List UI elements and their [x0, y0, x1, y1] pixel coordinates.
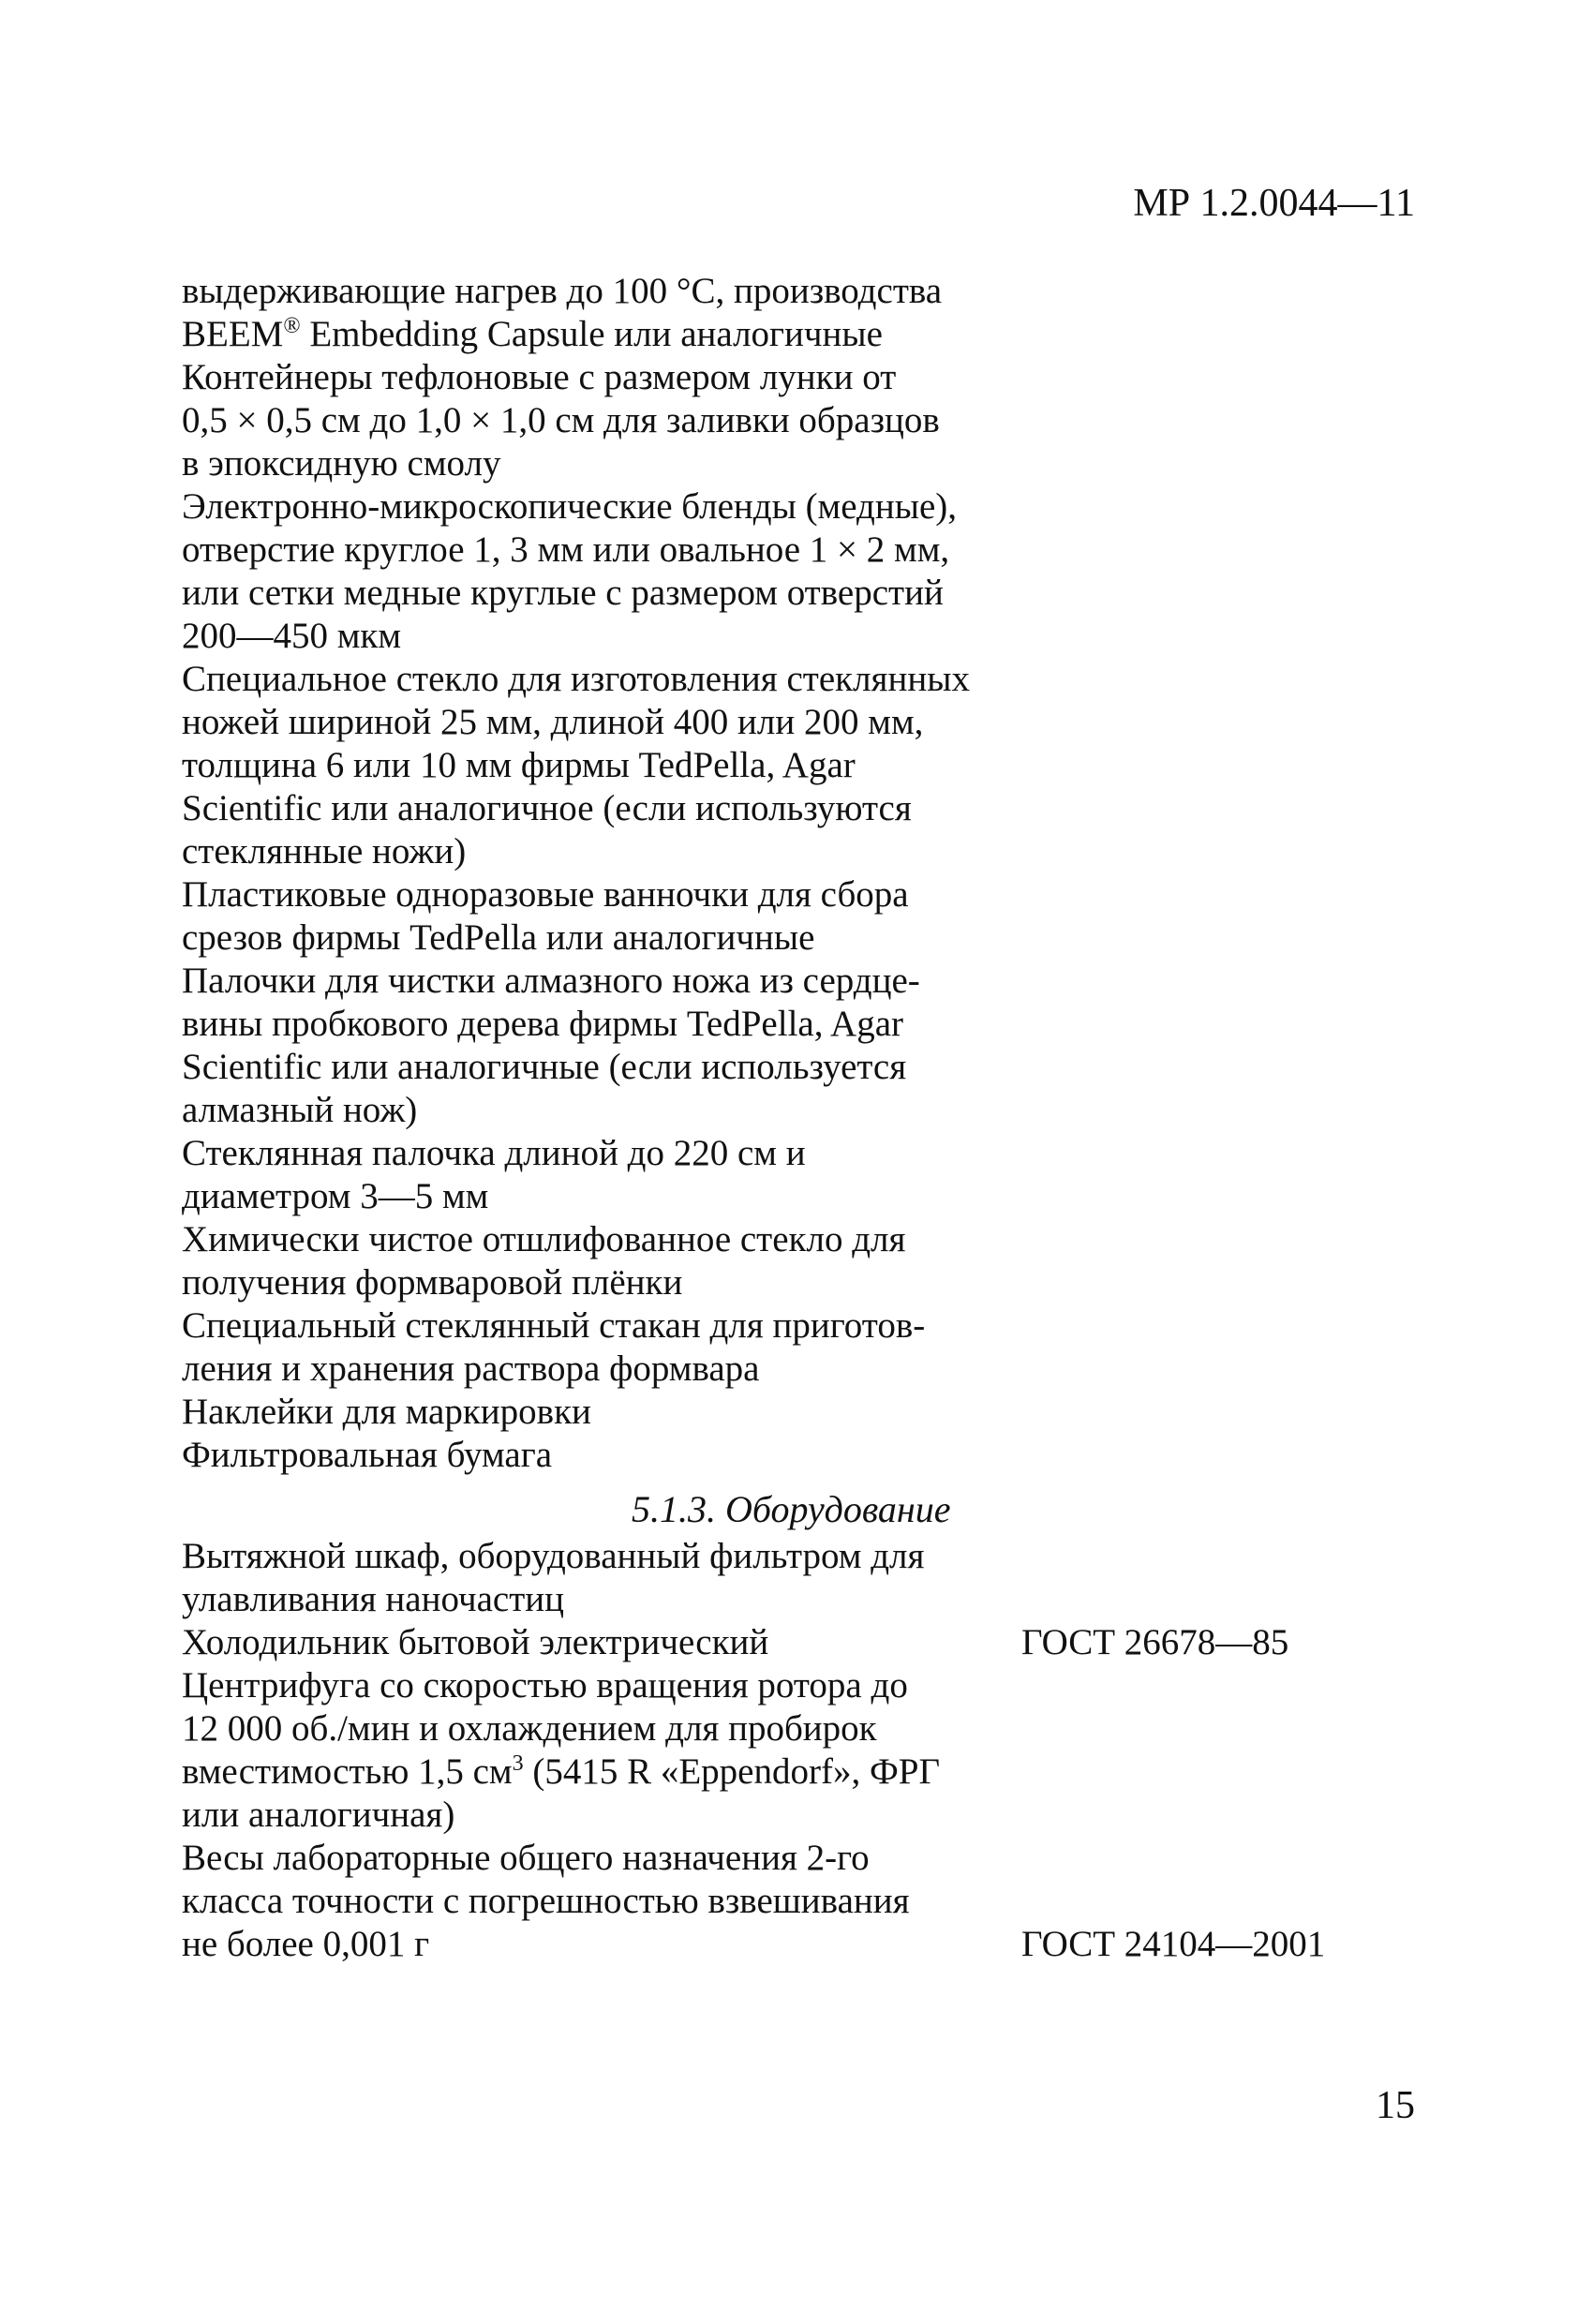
text-line: в эпоксидную смолу: [182, 443, 501, 484]
equipment-text: Холодильник бытовой электрический: [182, 1622, 769, 1662]
text-line: Наклейки для маркировки: [182, 1392, 591, 1432]
text-line: алмазный нож): [182, 1090, 418, 1130]
text-line: Палочки для чистки алмазного ножа из сердце-: [182, 961, 920, 1001]
text-line: Электронно-микроскопические бленды (медные),: [182, 486, 957, 527]
equipment-row: [182, 1750, 1400, 1794]
text-line: отверстие круглое 1, 3 мм или овальное 1 × 2 мм,: [182, 529, 950, 570]
registered-mark: ®: [283, 314, 301, 338]
text-line: Химически чистое отшлифованное стекло для: [182, 1219, 906, 1259]
text-line: Специальный стеклянный стакан для приготов-: [182, 1305, 926, 1346]
text-line: или сетки медные круглые с размером отверстий: [182, 573, 944, 613]
equipment-row: [182, 1707, 1400, 1750]
equipment-text: Центрифуга со скоростью вращения ротора до: [182, 1665, 908, 1706]
equipment-row: [182, 1794, 1400, 1837]
text-line: ления и хранения раствора формвара: [182, 1348, 760, 1389]
text-line: Фильтровальная бумага: [182, 1435, 553, 1475]
page-content: [182, 270, 1400, 1966]
text-line: Scientific или аналогичные (если используется: [182, 1047, 907, 1087]
text-line: Специальное стекло для изготовления стеклянных: [182, 659, 970, 699]
superscript-exponent: 3: [512, 1751, 524, 1776]
text-line: Пластиковые одноразовые ванночки для сбора: [182, 874, 909, 915]
text-line: диаметром 3—5 мм: [182, 1176, 489, 1216]
equipment-text: не более 0,001 г: [182, 1924, 430, 1964]
text-line: получения формваровой плёнки: [182, 1262, 683, 1303]
equipment-row: [182, 1578, 1400, 1621]
equipment-text: 12 000 об./мин и охлаждением для пробирок: [182, 1708, 877, 1749]
text-line: толщина 6 или 10 мм фирмы TedPella, Agar: [182, 745, 856, 785]
equipment-row: [182, 1837, 1400, 1880]
equipment-row: [182, 1923, 1400, 1966]
equipment-row: [182, 1535, 1400, 1578]
text-line: выдерживающие нагрев до 100 °С, производства: [182, 271, 943, 311]
equipment-text: класса точности с погрешностью взвешивания: [182, 1881, 910, 1921]
equipment-text-composite: [182, 1750, 1021, 1794]
standard-ref: ГОСТ 26678—85: [1021, 1622, 1289, 1662]
text-line: 0,5 × 0,5 см до 1,0 × 1,0 см для заливки образцов: [182, 400, 940, 440]
equipment-text: вместимостью 1,5 см: [182, 1751, 513, 1792]
standard-ref: ГОСТ 24104—2001: [1021, 1924, 1326, 1964]
text-fragment: BEEM: [182, 314, 284, 354]
equipment-row: [182, 1880, 1400, 1923]
page-number: 15: [1376, 2084, 1415, 2127]
equipment-text: (5415 R «Eppendorf», ФРГ: [523, 1751, 941, 1792]
document-code: МР 1.2.0044—11: [1133, 182, 1415, 225]
text-line: стеклянные ножи): [182, 831, 467, 872]
text-line: вины пробкового дерева фирмы TedPella, Agar: [182, 1004, 904, 1044]
section-heading: 5.1.3. Оборудование: [632, 1488, 951, 1530]
equipment-text: или аналогичная): [182, 1795, 455, 1835]
equipment-row: [182, 1664, 1400, 1707]
text-line: 200—450 мкм: [182, 616, 402, 656]
equipment-text: Весы лабораторные общего назначения 2-го: [182, 1838, 870, 1878]
text-line: ножей шириной 25 мм, длиной 400 или 200 мм,: [182, 702, 924, 742]
text-line: [182, 313, 1400, 356]
equipment-row: [182, 1621, 1400, 1664]
text-fragment: Embedding Capsule или аналогичные: [300, 314, 883, 354]
equipment-text: улавливания наночастиц: [182, 1579, 564, 1619]
text-line: Стеклянная палочка длиной до 220 см и: [182, 1133, 806, 1173]
text-line: срезов фирмы TedPella или аналогичные: [182, 917, 815, 958]
text-line: Контейнеры тефлоновые с размером лунки от: [182, 357, 897, 397]
text-line: Scientific или аналогичное (если используются: [182, 788, 912, 828]
equipment-text: Вытяжной шкаф, оборудованный фильтром для: [182, 1536, 925, 1576]
